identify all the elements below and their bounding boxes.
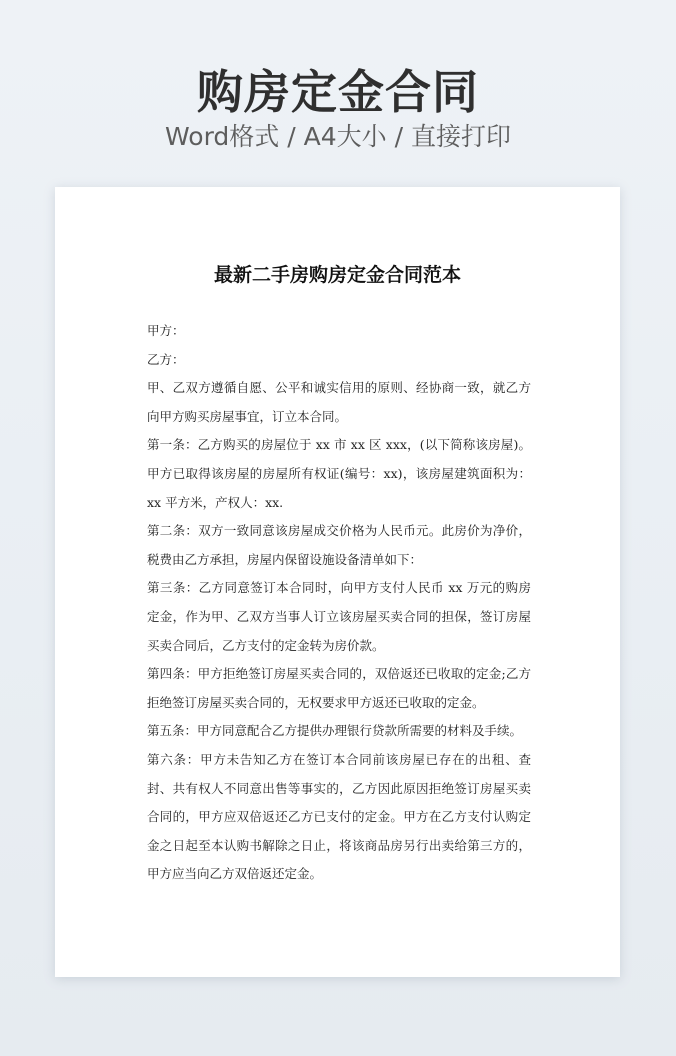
- clause-3-paragraph: 第三条：乙方同意签订本合同时，向甲方支付人民币 xx 万元的购房定金，作为甲、乙双方当事人订立该房屋买卖合同的担保，签订房屋买卖合同后，乙方支付的定金转为房价款。: [147, 580, 531, 653]
- clause-5-paragraph: 第五条：甲方同意配合乙方提供办理银行贷款所需要的材料及手续。: [147, 723, 523, 739]
- clause-2-paragraph: 第二条：双方一致同意该房屋成交价格为人民币元。此房价为净价，税费由乙方承担，房屋内保留设施设备清单如下：: [147, 523, 531, 567]
- party-a-line: 甲方：: [147, 323, 185, 338]
- party-b-line: 乙方：: [147, 351, 185, 367]
- document-page: [55, 187, 620, 977]
- clause-1-paragraph: 第一条：乙方购买的房屋位于 xx 市 xx 区 xxx，(以下简称该房屋)。甲方已取得该房屋的房屋所有权证(编号：xx)，该房屋建筑面积为：xx 平方米，产权人：xx.: [147, 437, 531, 510]
- document-title: 最新二手房购房定金合同范本: [213, 264, 461, 286]
- header-subtitle: Word格式 / A4大小 / 直接打印: [165, 122, 511, 151]
- clause-4-paragraph: 第四条：甲方拒绝签订房屋买卖合同的，双倍返还已收取的定金;乙方拒绝签订房屋买卖合同的，无权要求甲方返还已收取的定金。: [147, 666, 531, 710]
- header-title: 购房定金合同: [197, 65, 479, 119]
- document-body: [147, 317, 531, 889]
- clause-6-paragraph: 第六条：甲方未告知乙方在签订本合同前该房屋已存在的出租、查封、共有权人不同意出售等事实的，乙方因此原因拒绝签订房屋买卖合同的，甲方应双倍返还乙方已支付的定金。甲方在乙方支付认购定金之日起至本认购书解除之日止，将该商品房另行出卖给第三方的，甲方应当向乙方双倍返还定金。: [147, 751, 531, 882]
- preamble-paragraph: 甲、乙双方遵循自愿、公平和诚实信用的原则、经协商一致，就乙方向甲方购买房屋事宜，订立本合同。: [147, 380, 531, 424]
